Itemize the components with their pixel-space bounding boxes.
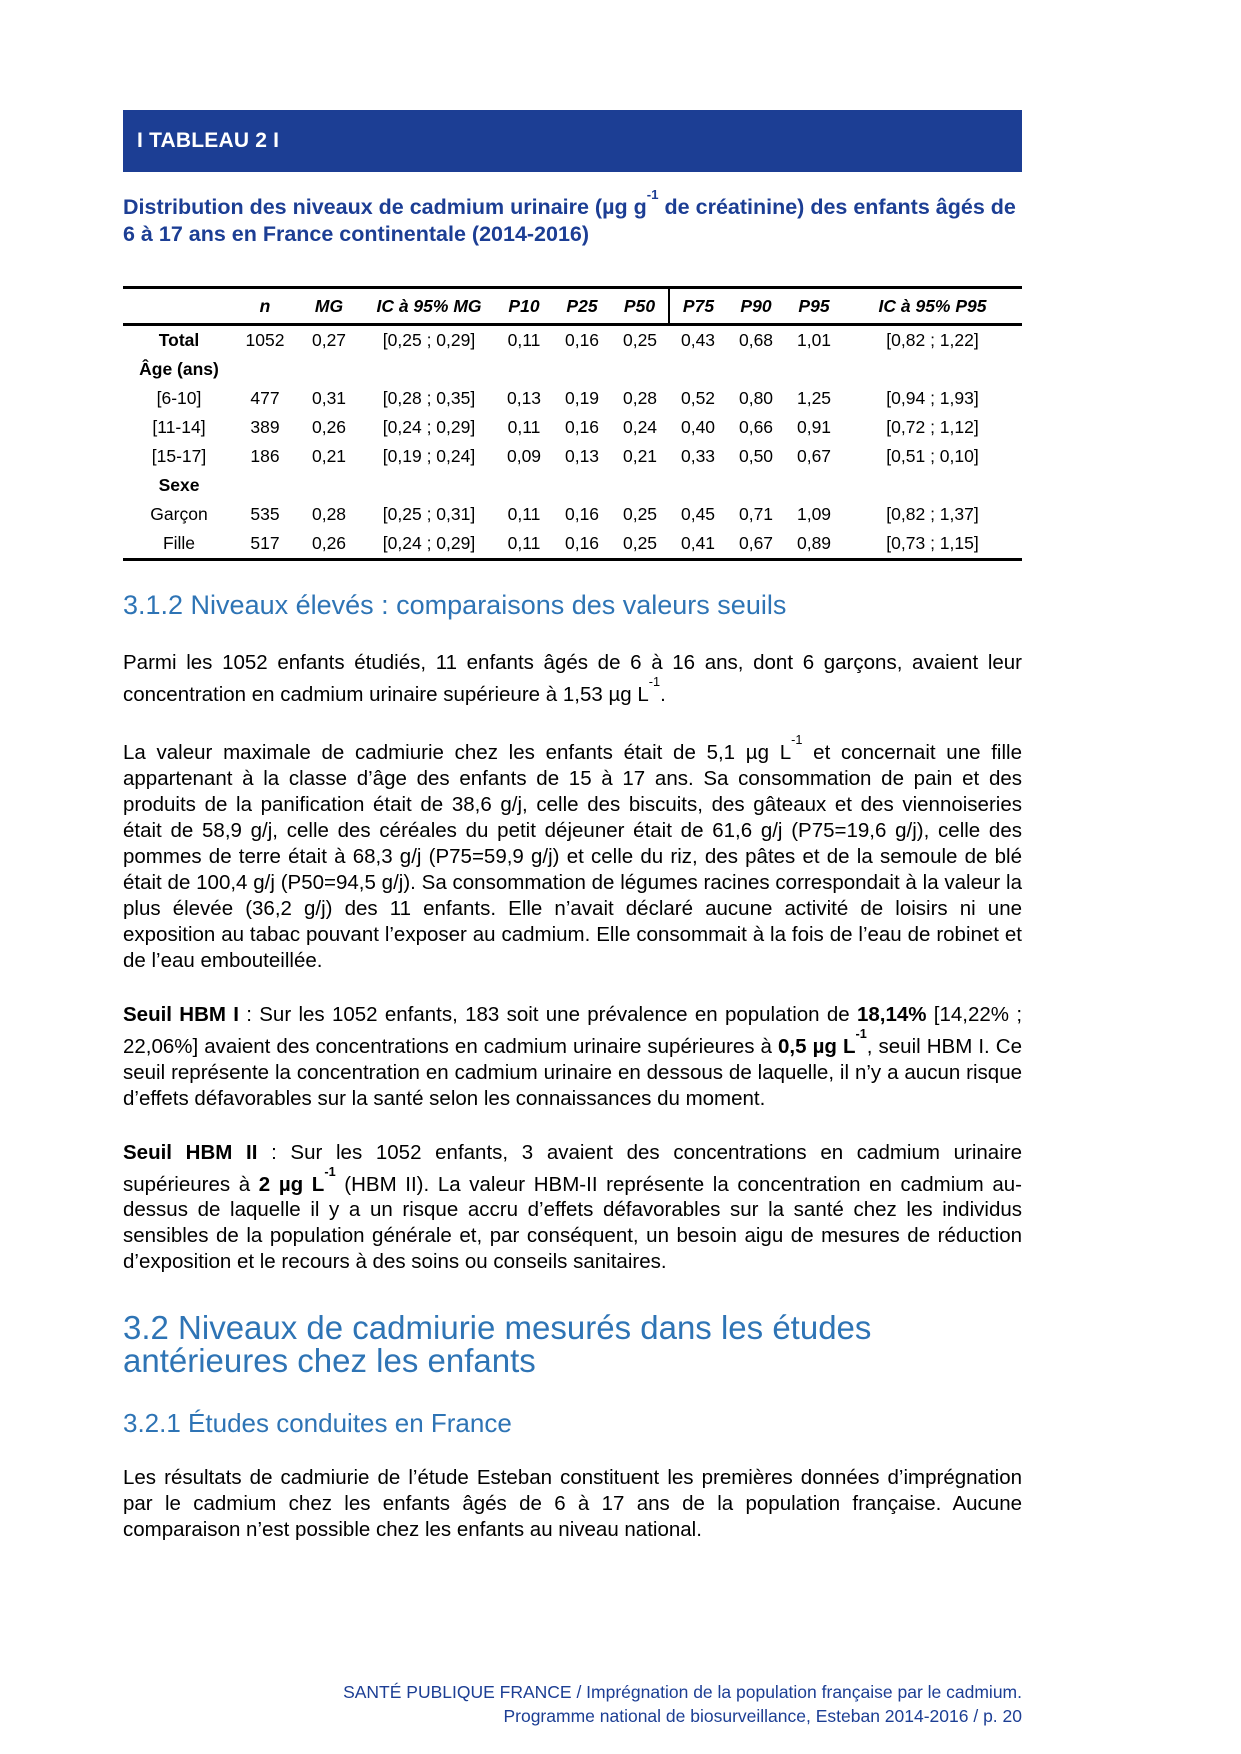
cell: 0,16: [564, 504, 600, 525]
cell: 389: [250, 417, 280, 438]
cell: 0,67: [796, 446, 832, 467]
column-header: P95: [785, 288, 843, 325]
cell: 0,11: [507, 417, 541, 438]
cell: [727, 355, 785, 384]
cell: 0,19: [564, 388, 600, 409]
cadmium-distribution-table: [123, 286, 1022, 561]
table-row: [123, 529, 1022, 560]
table-row: [123, 384, 1022, 413]
cell: 0,25: [622, 330, 658, 351]
cell: [553, 355, 611, 384]
hbm1-prevalence: 18,14%: [856, 1002, 927, 1026]
section-heading-3-2: 3.2 Niveaux de cadmiurie mesurés dans les études antérieures chez les enfants: [123, 1309, 872, 1380]
column-header: P75: [669, 288, 727, 325]
cell: 0,67: [738, 533, 774, 554]
cell: [553, 471, 611, 500]
cell: 0,45: [680, 504, 716, 525]
cell: [785, 355, 843, 384]
table-row: [123, 325, 1022, 356]
cell: 0,31: [311, 388, 347, 409]
cell: [843, 471, 1022, 500]
table-row: [123, 442, 1022, 471]
cell: 0,52: [680, 388, 716, 409]
cell: 1,09: [796, 504, 832, 525]
table-banner: [123, 110, 1022, 172]
cell: 0,16: [564, 417, 600, 438]
cell: [0,82 ; 1,22]: [886, 330, 979, 351]
column-header: [123, 288, 235, 325]
cell: 0,71: [738, 504, 774, 525]
cell: 0,21: [311, 446, 347, 467]
cell: 186: [250, 446, 280, 467]
page-footer: [123, 1681, 1022, 1728]
column-header: IC à 95% P95: [843, 288, 1022, 325]
cell: [0,19 ; 0,24]: [382, 446, 476, 467]
footer-line-2: Programme national de biosurveillance, Esteban 2014-2016 / p. 20: [503, 1705, 1022, 1726]
cell: 0,16: [564, 533, 600, 554]
cell: 0,26: [311, 417, 347, 438]
section-heading-3-1-2: 3.1.2 Niveaux élevés : comparaisons des valeurs seuils: [123, 590, 787, 621]
cell: [363, 471, 495, 500]
cell: 0,50: [738, 446, 774, 467]
cell: [0,25 ; 0,31]: [382, 504, 476, 525]
table-header-row: [123, 288, 1022, 325]
cell: 0,25: [622, 533, 658, 554]
row-label: [6-10]: [156, 388, 202, 409]
cell: [0,25 ; 0,29]: [382, 330, 476, 351]
cell: 0,11: [507, 330, 541, 351]
table-banner-label: I TABLEAU 2 I: [137, 129, 280, 152]
cell: 0,89: [796, 533, 832, 554]
table-row: [123, 413, 1022, 442]
superscript: -1: [855, 1025, 867, 1041]
cell: [611, 471, 669, 500]
cell: 1,01: [796, 330, 832, 351]
column-header: P90: [727, 288, 785, 325]
table-title: Distribution des niveaux de cadmium urinaire (µg $g^{-1}$ de créatinine) des enfants âgés de 6 à 17 ans en France continentale (2014-2016): [123, 186, 1016, 247]
table-group-row: [123, 355, 1022, 384]
paragraph-parmi: Parmi les 1052 enfants étudiés, 11 enfants âgés de 6 à 16 ans, dont 6 garçons, avaient leur concentration en cadmium urinaire supérieure à 1,53 µg $L^{-1}$.: [123, 651, 1022, 706]
cell: 0,28: [311, 504, 347, 525]
cell: 0,11: [507, 533, 541, 554]
column-header: P50: [611, 288, 669, 325]
cell: 477: [250, 388, 280, 409]
cell: 0,26: [311, 533, 347, 554]
cell: 0,80: [738, 388, 774, 409]
superscript: -1: [324, 1163, 336, 1179]
column-header: P10: [495, 288, 553, 325]
column-header: MG: [295, 288, 363, 325]
cell: [0,94 ; 1,93]: [886, 388, 979, 409]
cell: 0,13: [564, 446, 600, 467]
column-header: n: [235, 288, 295, 325]
cell: 0,91: [796, 417, 832, 438]
row-label: Garçon: [150, 504, 208, 525]
cell: 0,11: [507, 504, 541, 525]
cell: 0,41: [680, 533, 716, 554]
paragraph-seuil-hbm2: Seuil HBM II : Sur les 1052 enfants, 3 avaient des concentrations en cadmium urinaire supérieures à 2 µg $L^{-1}$ (HBM II). La valeur HBM-II représente la concentration en cadmium au-dessus de laquelle il y a un risque accru d’effets défavorables sur la santé chez les individus sensibles de la population générale et, par conséquent, un besoin aigu de mesures de réduction d’exposition et le recours à des soins ou conseils sanitaires.: [123, 1140, 1022, 1274]
cell: [0,24 ; 0,29]: [382, 417, 476, 438]
cell: 0,09: [506, 446, 542, 467]
row-label: Fille: [162, 533, 196, 554]
superscript: -1: [648, 674, 661, 690]
cell: 1,25: [796, 388, 832, 409]
cell: [495, 355, 553, 384]
cell: [0,73 ; 1,15]: [886, 533, 979, 554]
cell: 0,16: [564, 330, 600, 351]
cell: 0,25: [622, 504, 658, 525]
paragraph-esteban: Les résultats de cadmiurie de l’étude Esteban constituent les premières données d’imprégnation par le cadmium chez les enfants âgés de 6 à 17 ans de la population française. Aucune comparaison n’est possible chez les enfants au niveau national.: [123, 1466, 1022, 1542]
paragraph-seuil-hbm1: Seuil HBM I : Sur les 1052 enfants, 183 soit une prévalence en population de 18,14% [14,22% ; 22,06%] avaient des concentrations en cadmium urinaire supérieures à 0,5 µg $L^{-1}$, seuil HBM I. Ce seuil représente la concentration en cadmium urinaire en dessous de laquelle, il n’y a aucun risque d’effets défavorables sur la santé selon les connaissances du moment.: [123, 1002, 1023, 1110]
table-body: [123, 325, 1022, 560]
hbm1-label: Seuil HBM I: [123, 1002, 239, 1026]
cell: [727, 471, 785, 500]
row-label: [11-14]: [152, 417, 206, 438]
page-content: [123, 0, 1022, 1543]
cell: [495, 471, 553, 500]
cell: [235, 471, 295, 500]
superscript: -1: [791, 732, 803, 747]
footer-line-1: SANTÉ PUBLIQUE FRANCE / Imprégnation de la population française par le cadmium.: [343, 1682, 1022, 1702]
cell: [785, 471, 843, 500]
hbm2-threshold: 2 µg L: [258, 1172, 325, 1196]
cell: 0,27: [311, 330, 347, 351]
cell: 1052: [245, 330, 285, 351]
cell: 0,33: [680, 446, 716, 467]
cell: [0,82 ; 1,37]: [886, 504, 979, 525]
cell: 0,28: [622, 388, 658, 409]
row-label: [15-17]: [151, 446, 207, 467]
table-group-row: [123, 471, 1022, 500]
cell: 0,24: [622, 417, 658, 438]
column-header: IC à 95% MG: [363, 288, 495, 325]
cell: [295, 471, 363, 500]
cell: 0,66: [738, 417, 774, 438]
cell: 0,43: [680, 330, 716, 351]
section-heading-3-2-1: 3.2.1 Études conduites en France: [123, 1408, 512, 1439]
cell: [0,28 ; 0,35]: [382, 388, 476, 409]
paragraph-valeur-maximale: La valeur maximale de cadmiurie chez les enfants était de 5,1 µg $L^{-1}$ et concernait une fille appartenant à la classe d’âge des enfants de 15 à 17 ans. Sa consommation de pain et des produits de la panification était de 38,6 g/j, celle des biscuits, des gâteaux et des viennoiseries était de 58,9 g/j, celle des céréales du petit déjeuner était de 61,6 g/j (P75=19,6 g/j), celle des pommes de terre était à 68,3 g/j (P75=59,9 g/j) et celle du riz, des pâtes et de la semoule de blé était de 100,4 g/j (P50=94,5 g/j). Sa consommation de légumes racines correspondait à la valeur la plus élevée (36,2 g/j) des 11 enfants. Elle n’avait déclaré aucune activité de loisirs ni une exposition au tabac pouvant l’exposer au cadmium. Elle consommait à la fois de l’eau de robinet et de l’eau embouteillée.: [123, 732, 1022, 972]
cell: [235, 355, 295, 384]
cell: 0,40: [680, 417, 716, 438]
cell: 517: [250, 533, 280, 554]
table-header: [123, 288, 1022, 325]
cell: [0,24 ; 0,29]: [382, 533, 476, 554]
row-label: Total: [158, 330, 200, 351]
cell: [611, 355, 669, 384]
cell: [669, 471, 727, 500]
cell: [0,72 ; 1,12]: [886, 417, 979, 438]
cell: [669, 355, 727, 384]
cell: [295, 355, 363, 384]
cell: [0,51 ; 0,10]: [886, 446, 979, 467]
superscript: -1: [646, 186, 659, 202]
row-label: Sexe: [158, 475, 200, 496]
cell: [363, 355, 495, 384]
cell: 0,21: [622, 446, 658, 467]
table-row: [123, 500, 1022, 529]
cell: 0,68: [738, 330, 774, 351]
hbm1-threshold: 0,5 µg L: [778, 1034, 856, 1058]
row-label: Âge (ans): [139, 359, 219, 380]
hbm2-label: Seuil HBM II: [123, 1140, 258, 1164]
column-header: P25: [553, 288, 611, 325]
cell: [843, 355, 1022, 384]
cell: 0,13: [506, 388, 542, 409]
cell: 535: [250, 504, 280, 525]
